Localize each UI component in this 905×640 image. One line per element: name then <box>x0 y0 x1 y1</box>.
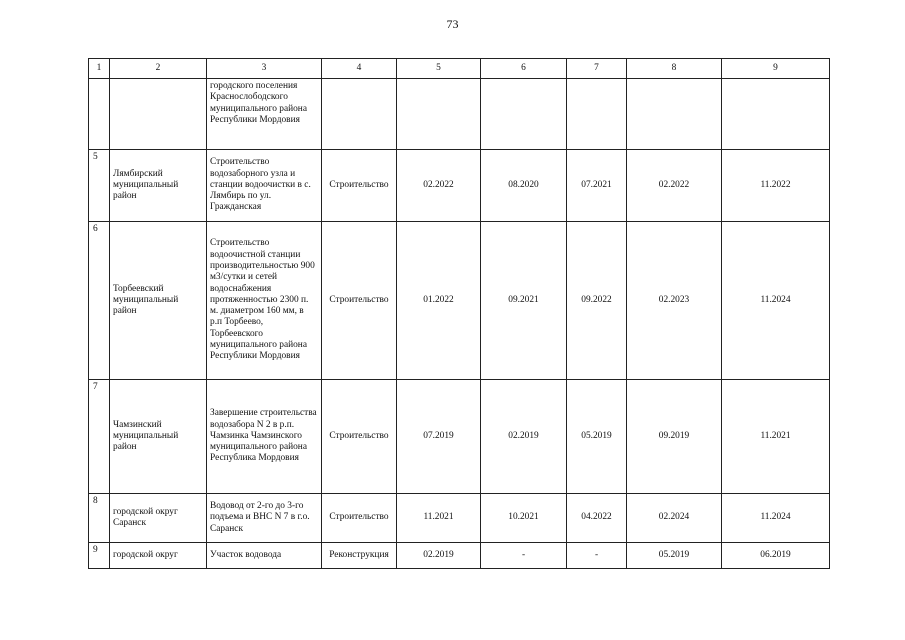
date-cell-col7: 09.2022 <box>567 222 627 380</box>
district-cell: городской округ Саранск <box>110 494 207 543</box>
date-cell-col9: 11.2024 <box>722 222 830 380</box>
district-cell <box>110 79 207 150</box>
date-cell-col8: 09.2019 <box>627 380 722 494</box>
work-type-cell: Строительство <box>322 150 397 222</box>
date-cell-col6: - <box>481 543 567 569</box>
work-type-cell: Строительство <box>322 380 397 494</box>
date-cell-col9 <box>722 79 830 150</box>
header-cell: 5 <box>397 59 481 79</box>
date-cell-col5: 02.2019 <box>397 543 481 569</box>
row-number-cell: 5 <box>89 150 110 222</box>
date-cell-col8: 02.2023 <box>627 222 722 380</box>
description-cell: Завершение строительства водозабора N 2 в р.п. Чамзинка Чамзинского муниципального района Республика Мордовия <box>207 380 322 494</box>
row-number-cell <box>89 79 110 150</box>
date-cell-col7: 07.2021 <box>567 150 627 222</box>
date-cell-col5: 07.2019 <box>397 380 481 494</box>
date-cell-col6: 10.2021 <box>481 494 567 543</box>
work-type-cell: Строительство <box>322 494 397 543</box>
row-number-cell: 7 <box>89 380 110 494</box>
work-type-cell <box>322 79 397 150</box>
date-cell-col5: 01.2022 <box>397 222 481 380</box>
header-cell: 6 <box>481 59 567 79</box>
page-number: 73 <box>446 17 459 31</box>
date-cell-col7: 05.2019 <box>567 380 627 494</box>
date-cell-col7: 04.2022 <box>567 494 627 543</box>
row-number-cell: 6 <box>89 222 110 380</box>
date-cell-col5 <box>397 79 481 150</box>
table-row <box>89 222 830 380</box>
description-cell: Водовод от 2-го до 3-го подъема и ВНС N 7 в г.о. Саранск <box>207 494 322 543</box>
table-row <box>89 79 830 150</box>
date-cell-col7: - <box>567 543 627 569</box>
header-cell: 2 <box>110 59 207 79</box>
date-cell-col9: 11.2024 <box>722 494 830 543</box>
date-cell-col6 <box>481 79 567 150</box>
schedule-table <box>88 58 830 569</box>
date-cell-col8: 02.2022 <box>627 150 722 222</box>
date-cell-col9: 06.2019 <box>722 543 830 569</box>
date-cell-col6: 09.2021 <box>481 222 567 380</box>
date-cell-col7 <box>567 79 627 150</box>
district-cell: Лямбирский муниципальный район <box>110 150 207 222</box>
date-cell-col5: 11.2021 <box>397 494 481 543</box>
table-row <box>89 380 830 494</box>
date-cell-col9: 11.2022 <box>722 150 830 222</box>
header-cell: 4 <box>322 59 397 79</box>
district-cell: городской округ <box>110 543 207 569</box>
table-row <box>89 494 830 543</box>
date-cell-col5: 02.2022 <box>397 150 481 222</box>
date-cell-col6: 08.2020 <box>481 150 567 222</box>
table-header-row <box>89 59 830 79</box>
description-cell: Строительство водоочистной станции производительностью 900 м3/сутки и сетей водоснабжения протяженностью 2300 п. м. диаметром 160 мм, в р.п Торбеево, Торбеевского муниципального района Республики Мордовия <box>207 222 322 380</box>
description-cell: городского поселения Краснослободского муниципального района Республики Мордовия <box>207 79 322 150</box>
date-cell-col8: 02.2024 <box>627 494 722 543</box>
district-cell: Торбеевский муниципальный район <box>110 222 207 380</box>
header-cell: 1 <box>89 59 110 79</box>
description-cell: Участок водовода <box>207 543 322 569</box>
work-type-cell: Реконструкция <box>322 543 397 569</box>
district-cell: Чамзинский муниципальный район <box>110 380 207 494</box>
description-cell: Строительство водозаборного узла и станции водоочистки в с. Лямбирь по ул. Гражданская <box>207 150 322 222</box>
row-number-cell: 8 <box>89 494 110 543</box>
table-row <box>89 150 830 222</box>
work-type-cell: Строительство <box>322 222 397 380</box>
header-cell: 8 <box>627 59 722 79</box>
header-cell: 3 <box>207 59 322 79</box>
date-cell-col8: 05.2019 <box>627 543 722 569</box>
header-cell: 7 <box>567 59 627 79</box>
date-cell-col8 <box>627 79 722 150</box>
header-cell: 9 <box>722 59 830 79</box>
date-cell-col9: 11.2021 <box>722 380 830 494</box>
row-number-cell: 9 <box>89 543 110 569</box>
table-row <box>89 543 830 569</box>
date-cell-col6: 02.2019 <box>481 380 567 494</box>
